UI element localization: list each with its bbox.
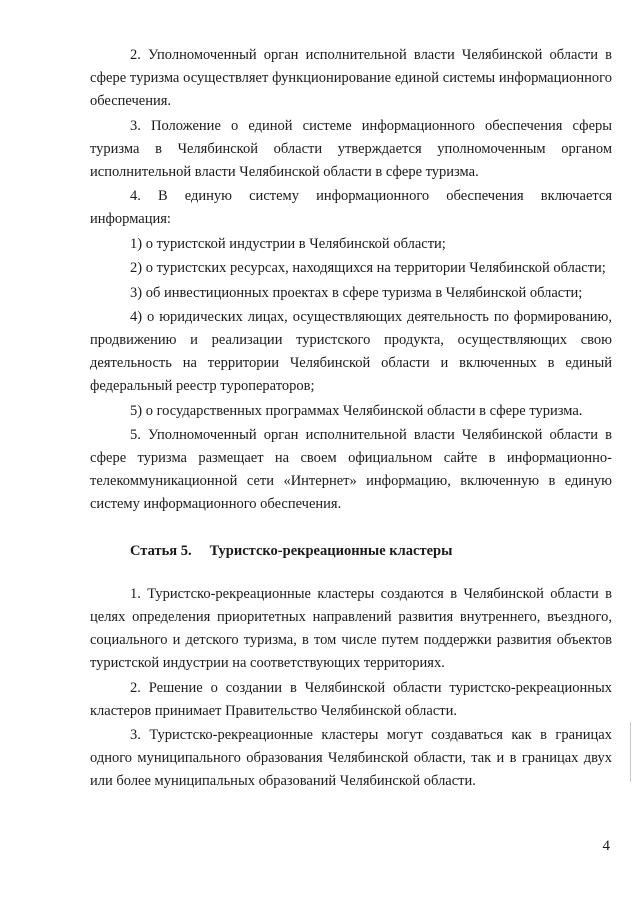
paragraph-4-info-list-intro: 4. В единую систему информационного обеспечения включается информация: <box>90 188 612 227</box>
article-paragraph-3: 3. Туристско-рекреационные кластеры могут создаваться как в границах одного муниципального образования Челябинской области, так и в границах двух или более муниципальных образований Челябинской области. <box>90 727 612 789</box>
list-item-5: 5) о государственных программах Челябинской области в сфере туризма. <box>130 402 583 419</box>
list-item-1: 1) о туристской индустрии в Челябинской области; <box>130 235 446 252</box>
list-item-3: 3) об инвестиционных проектах в сфере туризма в Челябинской области; <box>130 284 583 301</box>
paragraph-2-authority: 2. Уполномоченный орган исполнительной власти Челябинской области в сфере туризма осуществляет функционирование единой системы информационного обеспечения. <box>90 47 612 109</box>
document-body <box>90 44 612 795</box>
article-number: Статья 5. <box>130 543 192 559</box>
article-paragraph-2: 2. Решение о создании в Челябинской области туристско-рекреационных кластеров принимает Правительство Челябинской области. <box>90 679 612 719</box>
article-heading <box>90 540 612 563</box>
article-paragraph-1: 1. Туристско-рекреационные кластеры создаются в Челябинской области в целях определения приоритетных направлений развития внутреннего, въездного, социального и детского туризма, в том числе путем поддержки развития объектов туристской индустрии на соответствующих территориях. <box>90 586 612 671</box>
list-item-2: 2) о туристских ресурсах, находящихся на территории Челябинской области; <box>130 260 606 276</box>
paragraph-3-regulation: 3. Положение о единой системе информационного обеспечения сферы туризма в Челябинской области утверждается уполномоченным органом исполнительной власти Челябинской области в сфере туризма. <box>90 117 612 180</box>
scan-edge-mark <box>630 722 631 782</box>
list-item-4: 4) о юридических лицах, осуществляющих деятельность по формированию, продвижению и реализации туристского продукта, осуществляющих свою деятельность на территории Челябинской области и включенных в единый федеральный реестр туроператоров; <box>90 309 612 394</box>
article-title: Туристско-рекреационные кластеры <box>209 543 453 559</box>
paragraph-5-website: 5. Уполномоченный орган исполнительной власти Челябинской области в сфере туризма размещает на своем официальном сайте в информационно-телекоммуникационной сети «Интернет» информацию, включенную в единую систему информационного обеспечения. <box>90 427 612 512</box>
page-number: 4 <box>602 838 610 854</box>
